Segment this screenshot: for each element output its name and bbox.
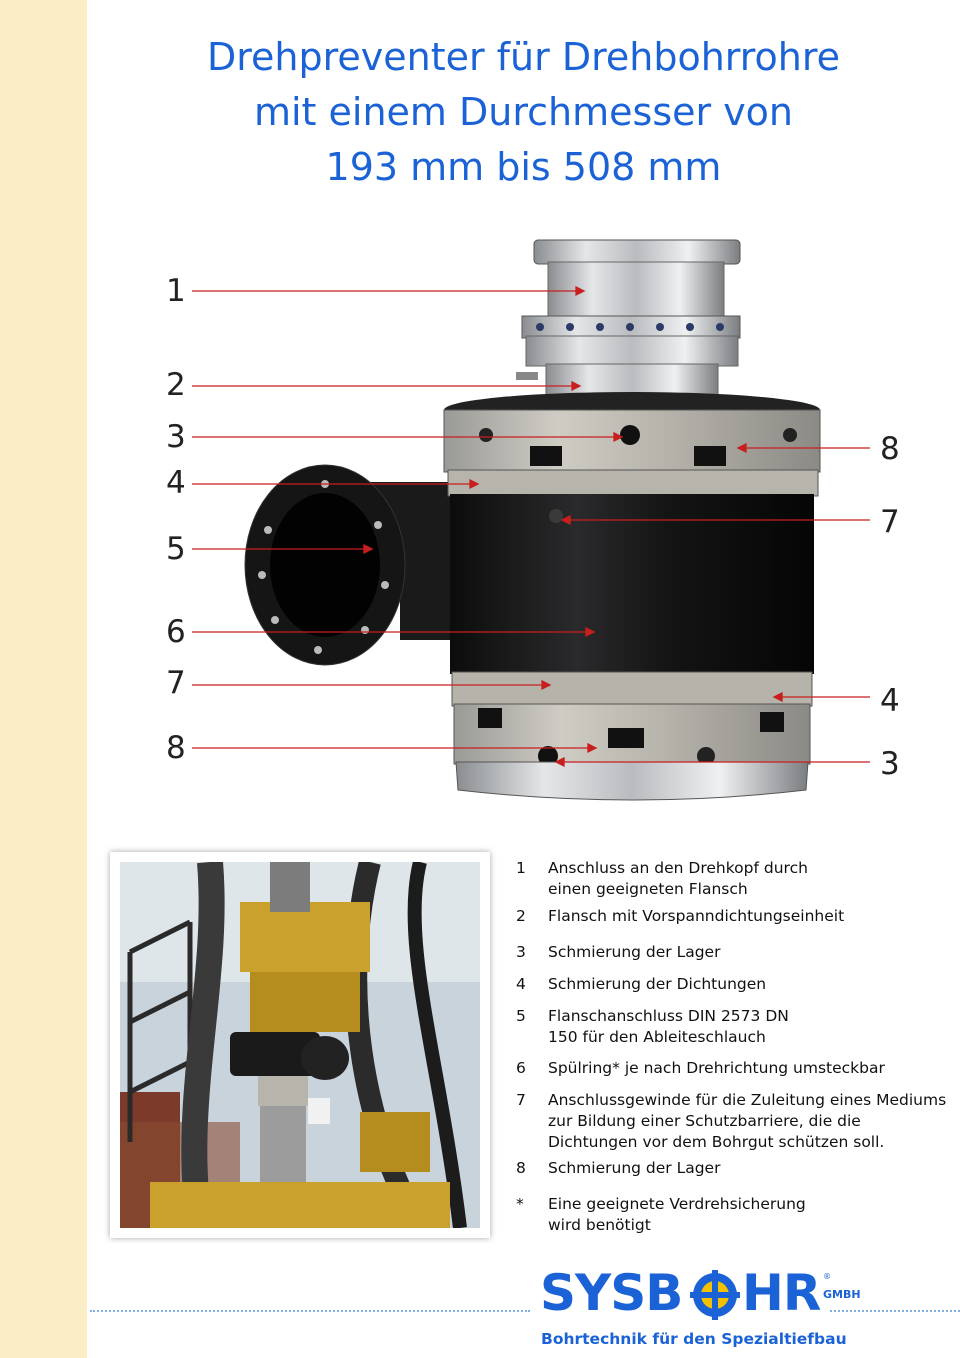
callout-left-6: 6 [166, 614, 186, 650]
logo-text-left: SYSB [540, 1264, 683, 1322]
legend-number: 1 [516, 859, 526, 877]
legend-text: Flanschanschluss DIN 2573 DN 150 für den Ableiteschlauch [548, 1007, 789, 1046]
callout-right-4: 4 [880, 683, 900, 719]
legend-text: Schmierung der Lager [548, 943, 721, 961]
legend-number: 7 [516, 1091, 526, 1109]
company-tagline: Bohrtechnik für den Spezialtiefbau [541, 1330, 847, 1348]
legend-text: Spülring* je nach Drehrichtung umsteckbar [548, 1059, 885, 1077]
legend-text: Anschlussgewinde für die Zuleitung eines Mediums zur Bildung einer Schutzbarriere, die die Dichtungen vor dem Bohrgut schützen soll. [548, 1091, 947, 1151]
page-title [87, 30, 960, 195]
legend-text: Eine geeignete Verdrehsicherung wird benötigt [548, 1195, 806, 1234]
title-line-2: mit einem Durchmesser von [253, 90, 794, 134]
callout-right-7: 7 [880, 504, 900, 540]
callout-left-5: 5 [166, 531, 186, 567]
callout-right-8: 8 [880, 431, 900, 467]
legend-text: Schmierung der Dichtungen [548, 975, 767, 993]
callout-left-4: 4 [166, 465, 186, 501]
legend-number: 6 [516, 1059, 526, 1077]
drill-bit-icon [690, 1270, 740, 1320]
title-line-1: Drehpreventer für Drehbohrrohre [206, 35, 841, 79]
callout-left-7: 7 [166, 665, 186, 701]
logo-text-right: HR [742, 1264, 821, 1322]
callout-left-3: 3 [166, 419, 186, 455]
callout-left-1: 1 [166, 273, 186, 309]
callout-left-8: 8 [166, 730, 186, 766]
logo-gmbh: GMBH [823, 1288, 861, 1301]
legend-number: 3 [516, 943, 526, 961]
legend-number: 2 [516, 907, 526, 925]
legend-number: * [516, 1195, 524, 1213]
footer-divider-left [90, 1310, 530, 1312]
legend-text: Anschluss an den Drehkopf durch einen geeigneten Flansch [548, 859, 808, 898]
legend-number: 4 [516, 975, 526, 993]
legend-number: 5 [516, 1007, 526, 1025]
rig-photo-frame [110, 852, 490, 1238]
callout-right-3: 3 [880, 746, 900, 782]
callout-left-2: 2 [166, 367, 186, 403]
legend-number: 8 [516, 1159, 526, 1177]
title-line-3: 193 mm bis 508 mm [325, 145, 722, 189]
drehpreventer-illustration [0, 220, 960, 810]
registered-mark: ® [823, 1272, 831, 1281]
sysbohr-logo [540, 1264, 870, 1322]
legend-text: Schmierung der Lager [548, 1159, 721, 1177]
legend-text: Flansch mit Vorspanndichtungseinheit [548, 907, 845, 925]
rig-photo [120, 862, 480, 1228]
